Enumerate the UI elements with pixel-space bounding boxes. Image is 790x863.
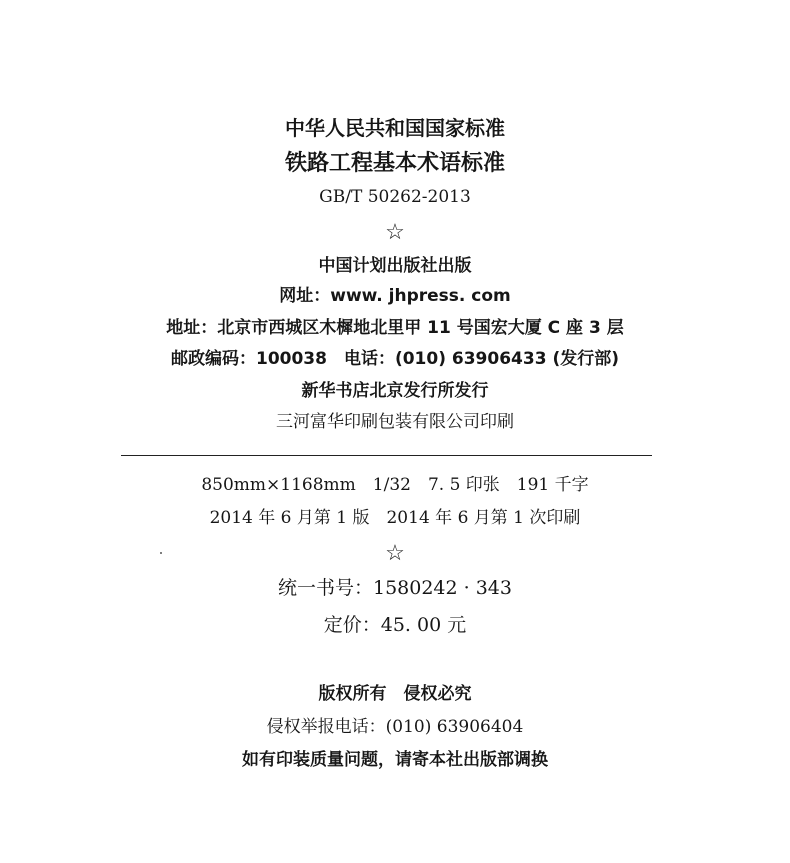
divider [121,455,652,456]
star-icon: ☆ [385,220,405,245]
star-icon: ☆ [385,541,405,566]
infringement-report-phone: 侵权举报电话：(010) 63906404 [266,717,524,737]
printer: 三河富华印刷包装有限公司印刷 [276,412,514,432]
postal-code-and-phone: 邮政编码：100038 电话：(010) 63906433 (发行部) [170,349,619,369]
price: 定价：45. 00 元 [323,614,467,636]
publisher-address: 地址：北京市西城区木樨地北里甲 11 号国宏大厦 C 座 3 层 [166,318,624,338]
copyright-notice: 版权所有 侵权必究 [318,684,472,704]
standard-type: 中华人民共和国国家标准 [285,116,505,140]
distributor: 新华书店北京发行所发行 [301,381,489,401]
book-title: 铁路工程基本术语标准 [284,151,505,176]
quality-notice: 如有印装质量问题，请寄本社出版部调换 [242,750,548,770]
edition-info: 2014 年 6 月第 1 版 2014 年 6 月第 1 次印刷 [209,508,581,528]
publisher-website: 网址：www. jhpress. com [279,286,511,306]
publisher-name: 中国计划出版社出版 [318,256,472,276]
format-specs: 850mm×1168mm 1/32 7. 5 印张 191 千字 [201,475,589,495]
standard-code: GB/T 50262-2013 [319,187,471,207]
book-number: 统一书号：1580242 · 343 [277,577,512,599]
